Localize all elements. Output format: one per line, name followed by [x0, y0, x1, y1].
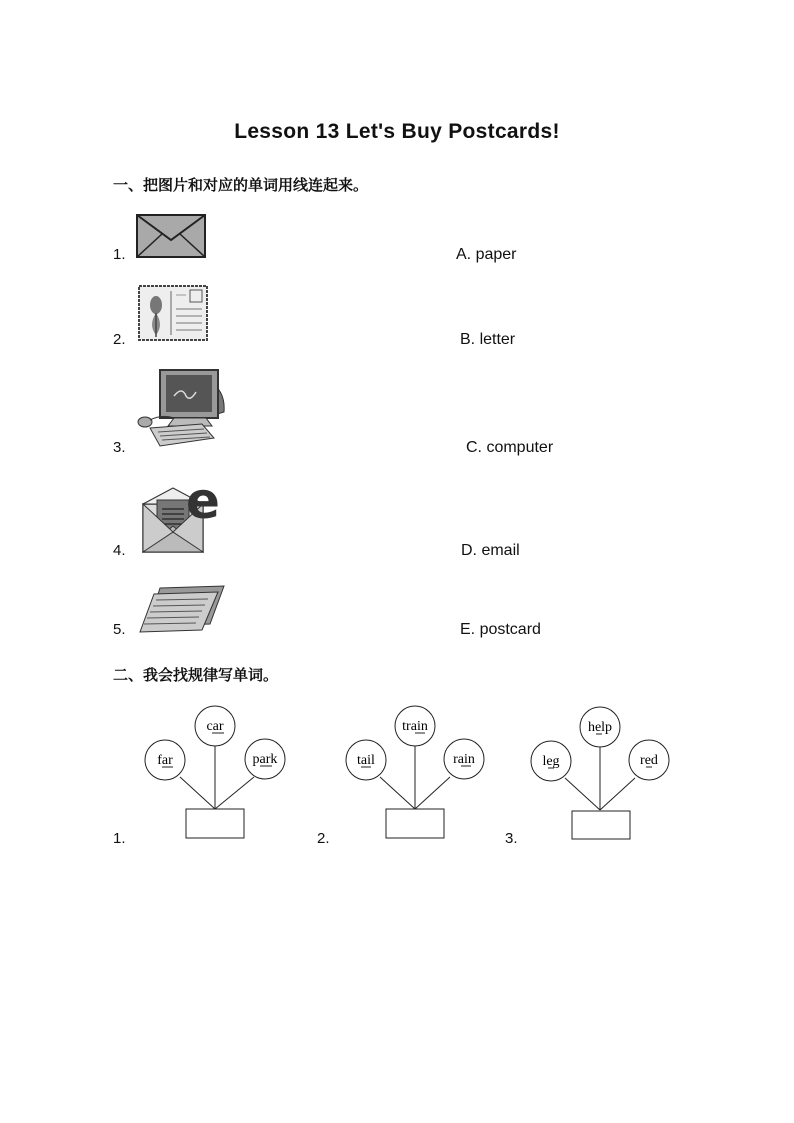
item-number-4: 4.: [113, 542, 126, 559]
section-2-heading: 二、我会找规律写单词。: [113, 666, 279, 684]
answer-box-1[interactable]: [186, 809, 244, 838]
item-number-3: 3.: [113, 439, 126, 456]
section-1-heading: 一、把图片和对应的单词用线连起来。: [113, 176, 369, 194]
envelope-icon: [136, 214, 206, 258]
word-tree-2: [340, 700, 490, 845]
word-tree-1: [140, 700, 290, 845]
answer-box-3[interactable]: [572, 811, 630, 839]
option-e: E. postcard: [460, 621, 541, 638]
item-number-1: 1.: [113, 246, 126, 263]
tree-word-help: help: [587, 720, 613, 735]
tree-word-rain: rain: [453, 752, 475, 767]
tree-word-leg: leg: [542, 754, 560, 769]
item-number-2: 2.: [113, 331, 126, 348]
word-tree-3: [525, 700, 675, 845]
email-icon: [140, 474, 234, 556]
computer-icon: [134, 366, 230, 452]
paper-icon: [138, 584, 226, 634]
tree-number-2: 2.: [317, 830, 330, 847]
answer-box-2[interactable]: [386, 809, 444, 838]
page-title: Lesson 13 Let's Buy Postcards!: [234, 120, 560, 143]
option-c: C. computer: [466, 439, 554, 456]
tree-word-tail: tail: [357, 753, 375, 768]
tree-word-red: red: [640, 753, 658, 768]
tree-word-far: far: [157, 753, 173, 768]
tree-word-train: train: [402, 719, 428, 734]
option-d: D. email: [461, 542, 520, 559]
svg-text:e: e: [186, 474, 220, 530]
postcard-icon: [138, 285, 208, 341]
option-a: A. paper: [456, 246, 517, 263]
item-number-5: 5.: [113, 621, 126, 638]
tree-word-park: park: [252, 752, 278, 767]
tree-word-car: car: [206, 719, 224, 734]
option-b: B. letter: [460, 331, 516, 348]
tree-number-1: 1.: [113, 830, 126, 847]
tree-number-3: 3.: [505, 830, 518, 847]
